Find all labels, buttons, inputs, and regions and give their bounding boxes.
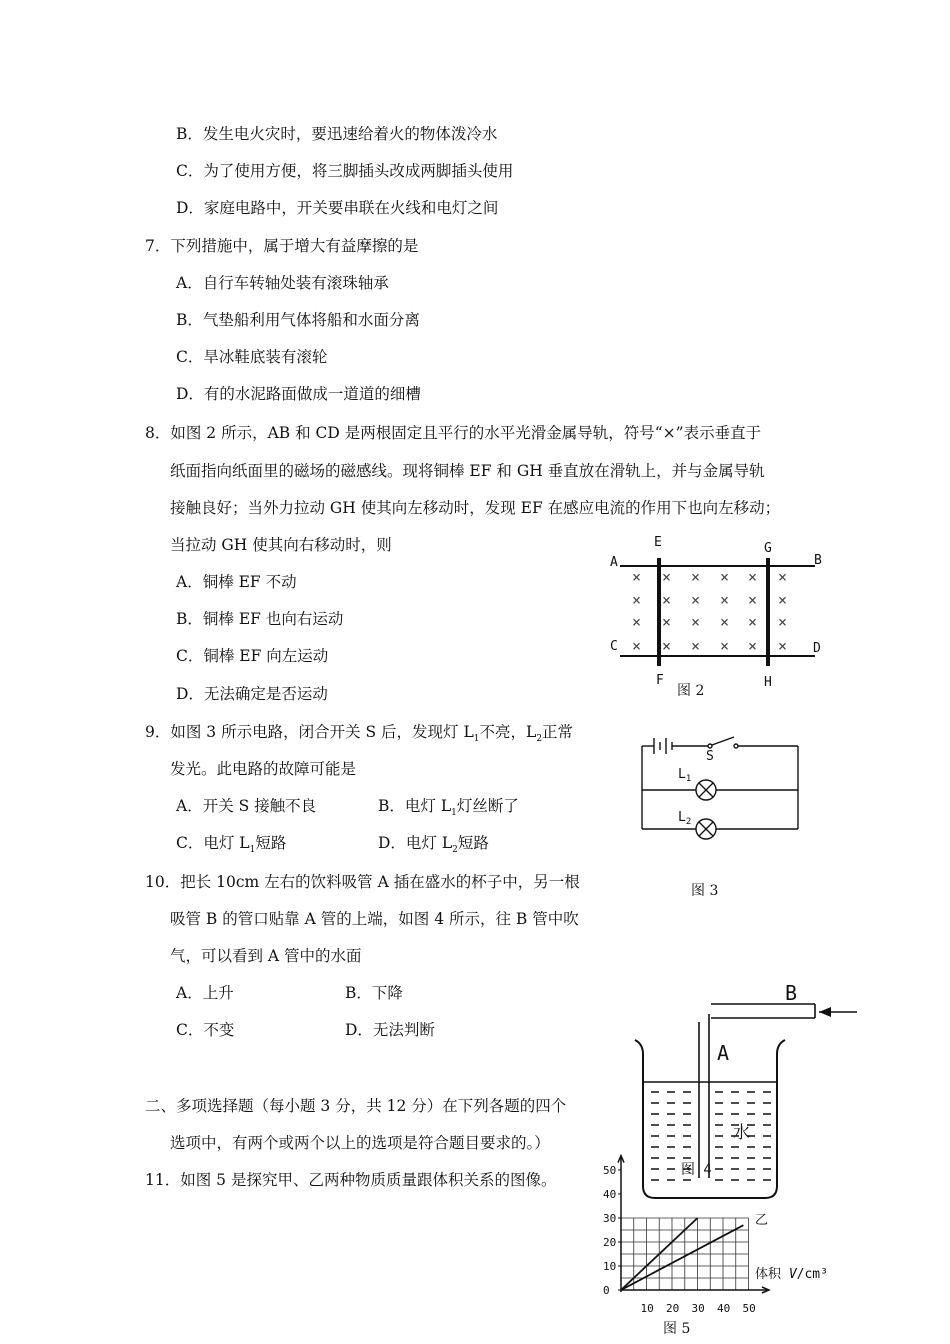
y-tick-label: 20 <box>603 1236 617 1249</box>
label-c: C <box>610 639 618 654</box>
field-cross: × <box>632 637 642 655</box>
field-cross: × <box>720 637 730 655</box>
q7-option-c: C．旱冰鞋底装有滚轮 <box>176 348 328 366</box>
q6-option-d: D．家庭电路中，开关要串联在火线和电灯之间 <box>176 199 499 217</box>
field-cross: × <box>662 613 672 631</box>
field-cross: × <box>662 637 672 655</box>
label-b: B <box>814 553 822 568</box>
label-e: E <box>654 535 662 550</box>
magnetic-field-crosses <box>632 568 787 655</box>
q10-stem-line1: 10．把长 10cm 左右的饮料吸管 A 插在盛水的杯子中，另一根 <box>145 873 580 891</box>
figure-5-caption: 图 5 <box>663 1321 691 1337</box>
q8-stem-line4: 当拉动 GH 使其向右移动时，则 <box>170 536 392 554</box>
figure-3-caption: 图 3 <box>691 883 719 899</box>
field-cross: × <box>720 591 730 609</box>
switch-label: S <box>706 749 714 764</box>
lamp-l1 <box>696 780 716 800</box>
q8-option-b: B．铜棒 EF 也向右运动 <box>176 610 344 628</box>
q10-option-c: C．不变 <box>176 1021 235 1039</box>
switch-contact-left <box>708 744 712 748</box>
switch-blade <box>712 737 734 745</box>
lamp1-label: $L_1$ <box>678 767 692 784</box>
q8-option-a: A．铜棒 EF 不动 <box>176 573 297 591</box>
lamp-l2 <box>696 819 716 839</box>
figure-5-mass-volume-chart <box>595 1120 845 1320</box>
q8-stem-line2: 纸面指向纸面里的磁场的磁感线。现将铜棒 EF 和 GH 垂直放在滑轨上，并与金属导轨 <box>170 462 765 480</box>
field-cross: × <box>691 637 701 655</box>
tube-b-label: B <box>785 981 798 1005</box>
field-cross: × <box>632 568 642 586</box>
figure-2-rails-diagram <box>600 532 840 692</box>
q7-option-d: D．有的水泥路面做成一道道的细槽 <box>176 385 421 403</box>
label-f: F <box>656 673 664 688</box>
x-axis-label: 体积 V/cm³ <box>755 1267 828 1282</box>
q9-option-a: A．开关 S 接触不良 <box>176 797 317 815</box>
field-cross: × <box>748 591 758 609</box>
q9-stem-line1: 9．如图 3 所示电路，闭合开关 S 后，发现灯 $L_1$不亮，$L_2$正常 <box>145 723 574 745</box>
q6-option-b: B．发生电火灾时，要迅速给着火的物体泼冷水 <box>176 125 498 143</box>
field-cross: × <box>720 613 730 631</box>
q10-option-d: D．无法判断 <box>345 1021 435 1039</box>
series-line-yi <box>621 1225 743 1290</box>
q8-stem-line3: 接触良好；当外力拉动 GH 使其向左移动时，发现 EF 在感应电流的作用下也向左移动； <box>170 499 781 517</box>
q8-option-c: C．铜棒 EF 向左运动 <box>176 647 329 665</box>
x-tick-label: 20 <box>666 1302 680 1315</box>
q10-option-b: B．下降 <box>345 984 403 1002</box>
arrow-head <box>819 1007 831 1017</box>
q10-stem-line3: 气，可以看到 A 管中的水面 <box>170 947 362 965</box>
x-tick-label: 40 <box>717 1302 731 1315</box>
field-cross: × <box>691 591 701 609</box>
lamp2-label: $L_2$ <box>678 810 692 827</box>
field-cross: × <box>720 568 730 586</box>
q8-option-d: D．无法确定是否运动 <box>176 685 328 703</box>
q7-option-a: A．自行车转轴处装有滚珠轴承 <box>176 274 389 292</box>
y-tick-label: 40 <box>603 1188 617 1201</box>
switch-contact-right <box>734 744 738 748</box>
y-tick-label: 10 <box>603 1260 617 1273</box>
q9-stem-line2: 发光。此电路的故障可能是 <box>170 760 357 778</box>
field-cross: × <box>778 613 788 631</box>
q8-stem-line1: 8．如图 2 所示，AB 和 CD 是两根固定且平行的水平光滑金属导轨，符号“×”表示垂直于 <box>145 424 762 442</box>
q7-stem: 7．下列措施中，属于增大有益摩擦的是 <box>145 237 419 255</box>
label-a: A <box>610 555 618 570</box>
q9-option-c: C．电灯 $L_1$短路 <box>176 834 287 856</box>
q6-option-c: C．为了使用方便，将三脚插头改成两脚插头使用 <box>176 162 514 180</box>
x-tick-label: 10 <box>640 1302 654 1315</box>
x-tick-label: 30 <box>691 1302 705 1315</box>
label-g: G <box>764 541 772 556</box>
field-cross: × <box>748 568 758 586</box>
field-cross: × <box>691 568 701 586</box>
figure-4-caption: 图 4 <box>681 1162 712 1178</box>
field-cross: × <box>632 591 642 609</box>
q9-option-b: B．电灯 $L_1$灯丝断了 <box>378 797 519 819</box>
series-label-yi: 乙 <box>755 1213 769 1228</box>
section-2-line1: 二、多项选择题（每小题 3 分，共 12 分）在下列各题的四个 <box>145 1097 567 1115</box>
figure-2-caption: 图 2 <box>677 683 705 699</box>
field-cross: × <box>778 568 788 586</box>
q7-option-b: B．气垫船利用气体将船和水面分离 <box>176 311 420 329</box>
field-cross: × <box>778 637 788 655</box>
label-h: H <box>764 675 772 690</box>
field-cross: × <box>748 637 758 655</box>
section-2-line2: 选项中，有两个或两个以上的选项是符合题目要求的。） <box>170 1134 550 1152</box>
q10-option-a: A．上升 <box>176 984 234 1002</box>
tube-a-label: A <box>717 1041 730 1065</box>
label-d: D <box>813 641 821 656</box>
field-cross: × <box>691 613 701 631</box>
q9-option-d: D．电灯 $L_2$短路 <box>378 834 489 856</box>
y-tick-label: 30 <box>603 1212 617 1225</box>
field-cross: × <box>778 591 788 609</box>
x-tick-label: 50 <box>742 1302 756 1315</box>
chart-tick-labels <box>603 1164 756 1315</box>
field-cross: × <box>662 591 672 609</box>
field-cross: × <box>662 568 672 586</box>
water-label: 水 <box>733 1123 750 1143</box>
field-cross: × <box>748 613 758 631</box>
q11-stem: 11．如图 5 是探究甲、乙两种物质质量跟体积关系的图像。 <box>145 1171 557 1189</box>
figure-3-circuit-diagram <box>630 732 810 842</box>
y-tick-label: 0 <box>603 1284 610 1297</box>
field-cross: × <box>632 613 642 631</box>
q10-stem-line2: 吸管 B 的管口贴靠 A 管的上端，如图 4 所示，往 B 管中吹 <box>170 910 579 928</box>
y-tick-label: 50 <box>603 1164 617 1177</box>
